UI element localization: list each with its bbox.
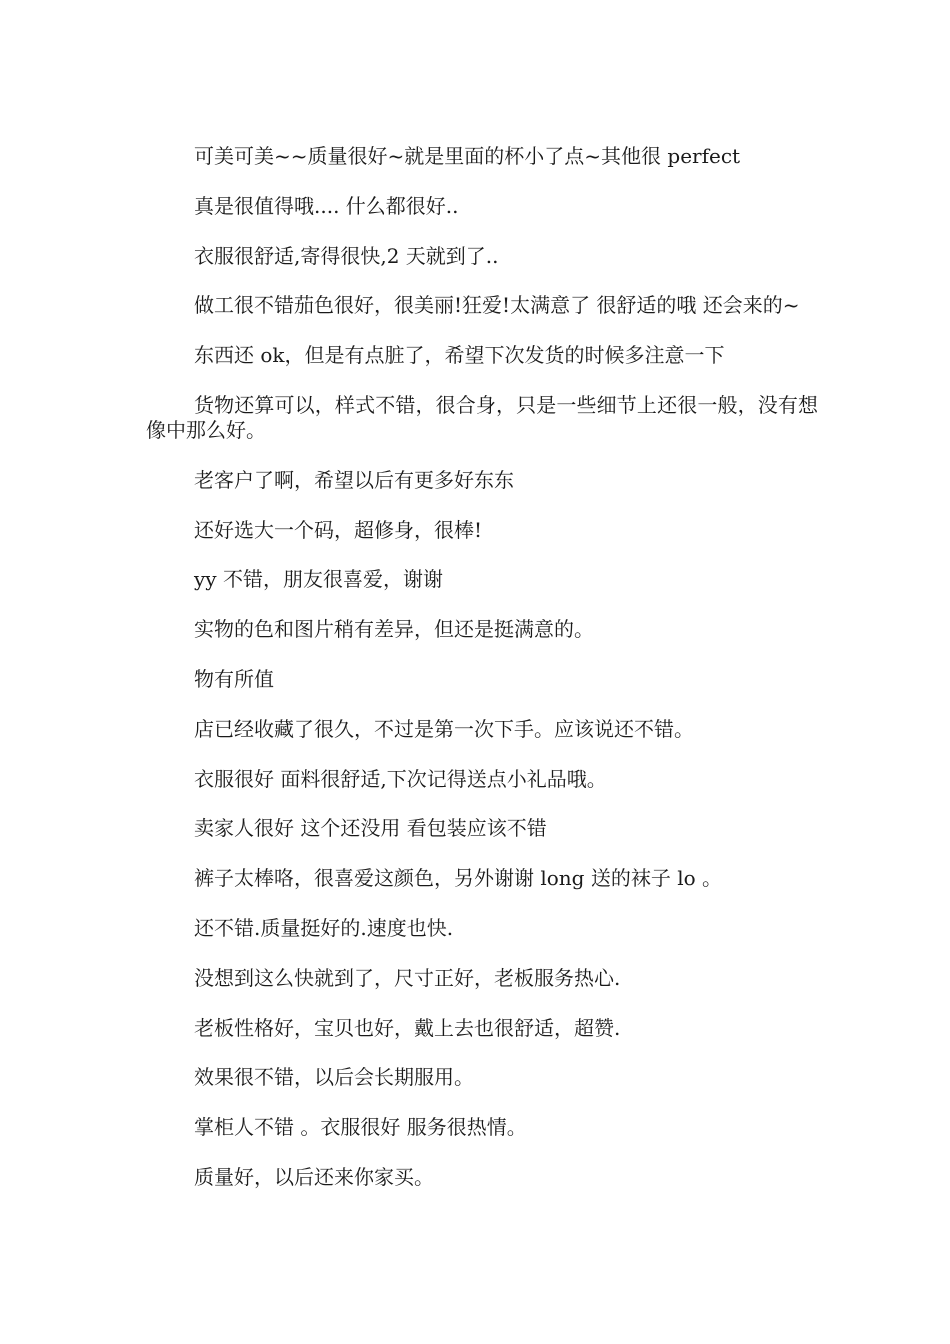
review-paragraph: 效果很不错，以后会长期服用。: [194, 1065, 474, 1090]
review-paragraph: 衣服很好 面料很舒适,下次记得送点小礼品哦。: [194, 766, 607, 791]
review-paragraph: 货物还算可以，样式不错，很合身，只是一些细节上还很一般，没有想像中那么好。: [146, 392, 818, 442]
review-paragraph: yy 不错，朋友很喜爱，谢谢: [194, 567, 443, 592]
review-paragraph: 老板性格好，宝贝也好，戴上去也很舒适，超赞.: [194, 1015, 621, 1040]
review-paragraph: 可美可美~~质量很好~就是里面的杯小了点~其他很 perfect: [194, 144, 741, 168]
review-paragraph: 实物的色和图片稍有差异，但还是挺满意的。: [194, 617, 594, 642]
review-paragraph: 还好选大一个码，超修身，很棒!: [194, 517, 483, 542]
review-paragraph: 老客户了啊，希望以后有更多好东东: [194, 467, 514, 492]
review-paragraph: 还不错.质量挺好的.速度也快.: [194, 915, 454, 940]
review-paragraph: 东西还 ok，但是有点脏了，希望下次发货的时候多注意一下: [194, 343, 725, 368]
review-paragraph: 质量好，以后还来你家买。: [194, 1164, 434, 1189]
review-paragraph: 物有所值: [194, 666, 274, 691]
review-paragraph: 真是很值得哦.... 什么都很好..: [194, 193, 459, 218]
review-paragraph: 裤子太棒咯，很喜爱这颜色，另外谢谢 long 送的袜子 lo 。: [194, 866, 722, 891]
review-paragraph: 店已经收藏了很久，不过是第一次下手。应该说还不错。: [194, 716, 694, 741]
review-paragraph: 没想到这么快就到了，尺寸正好，老板服务热心.: [194, 965, 621, 990]
review-paragraph: 卖家人很好 这个还没用 看包装应该不错: [194, 816, 547, 841]
review-paragraph: 做工很不错茄色很好，很美丽!狂爱!太满意了 很舒适的哦 还会来的~: [194, 293, 800, 318]
document-body: [146, 144, 818, 1215]
review-paragraph: 掌柜人不错 。衣服很好 服务很热情。: [194, 1115, 527, 1140]
review-paragraph: 衣服很舒适,寄得很快,2 天就到了..: [194, 243, 499, 268]
